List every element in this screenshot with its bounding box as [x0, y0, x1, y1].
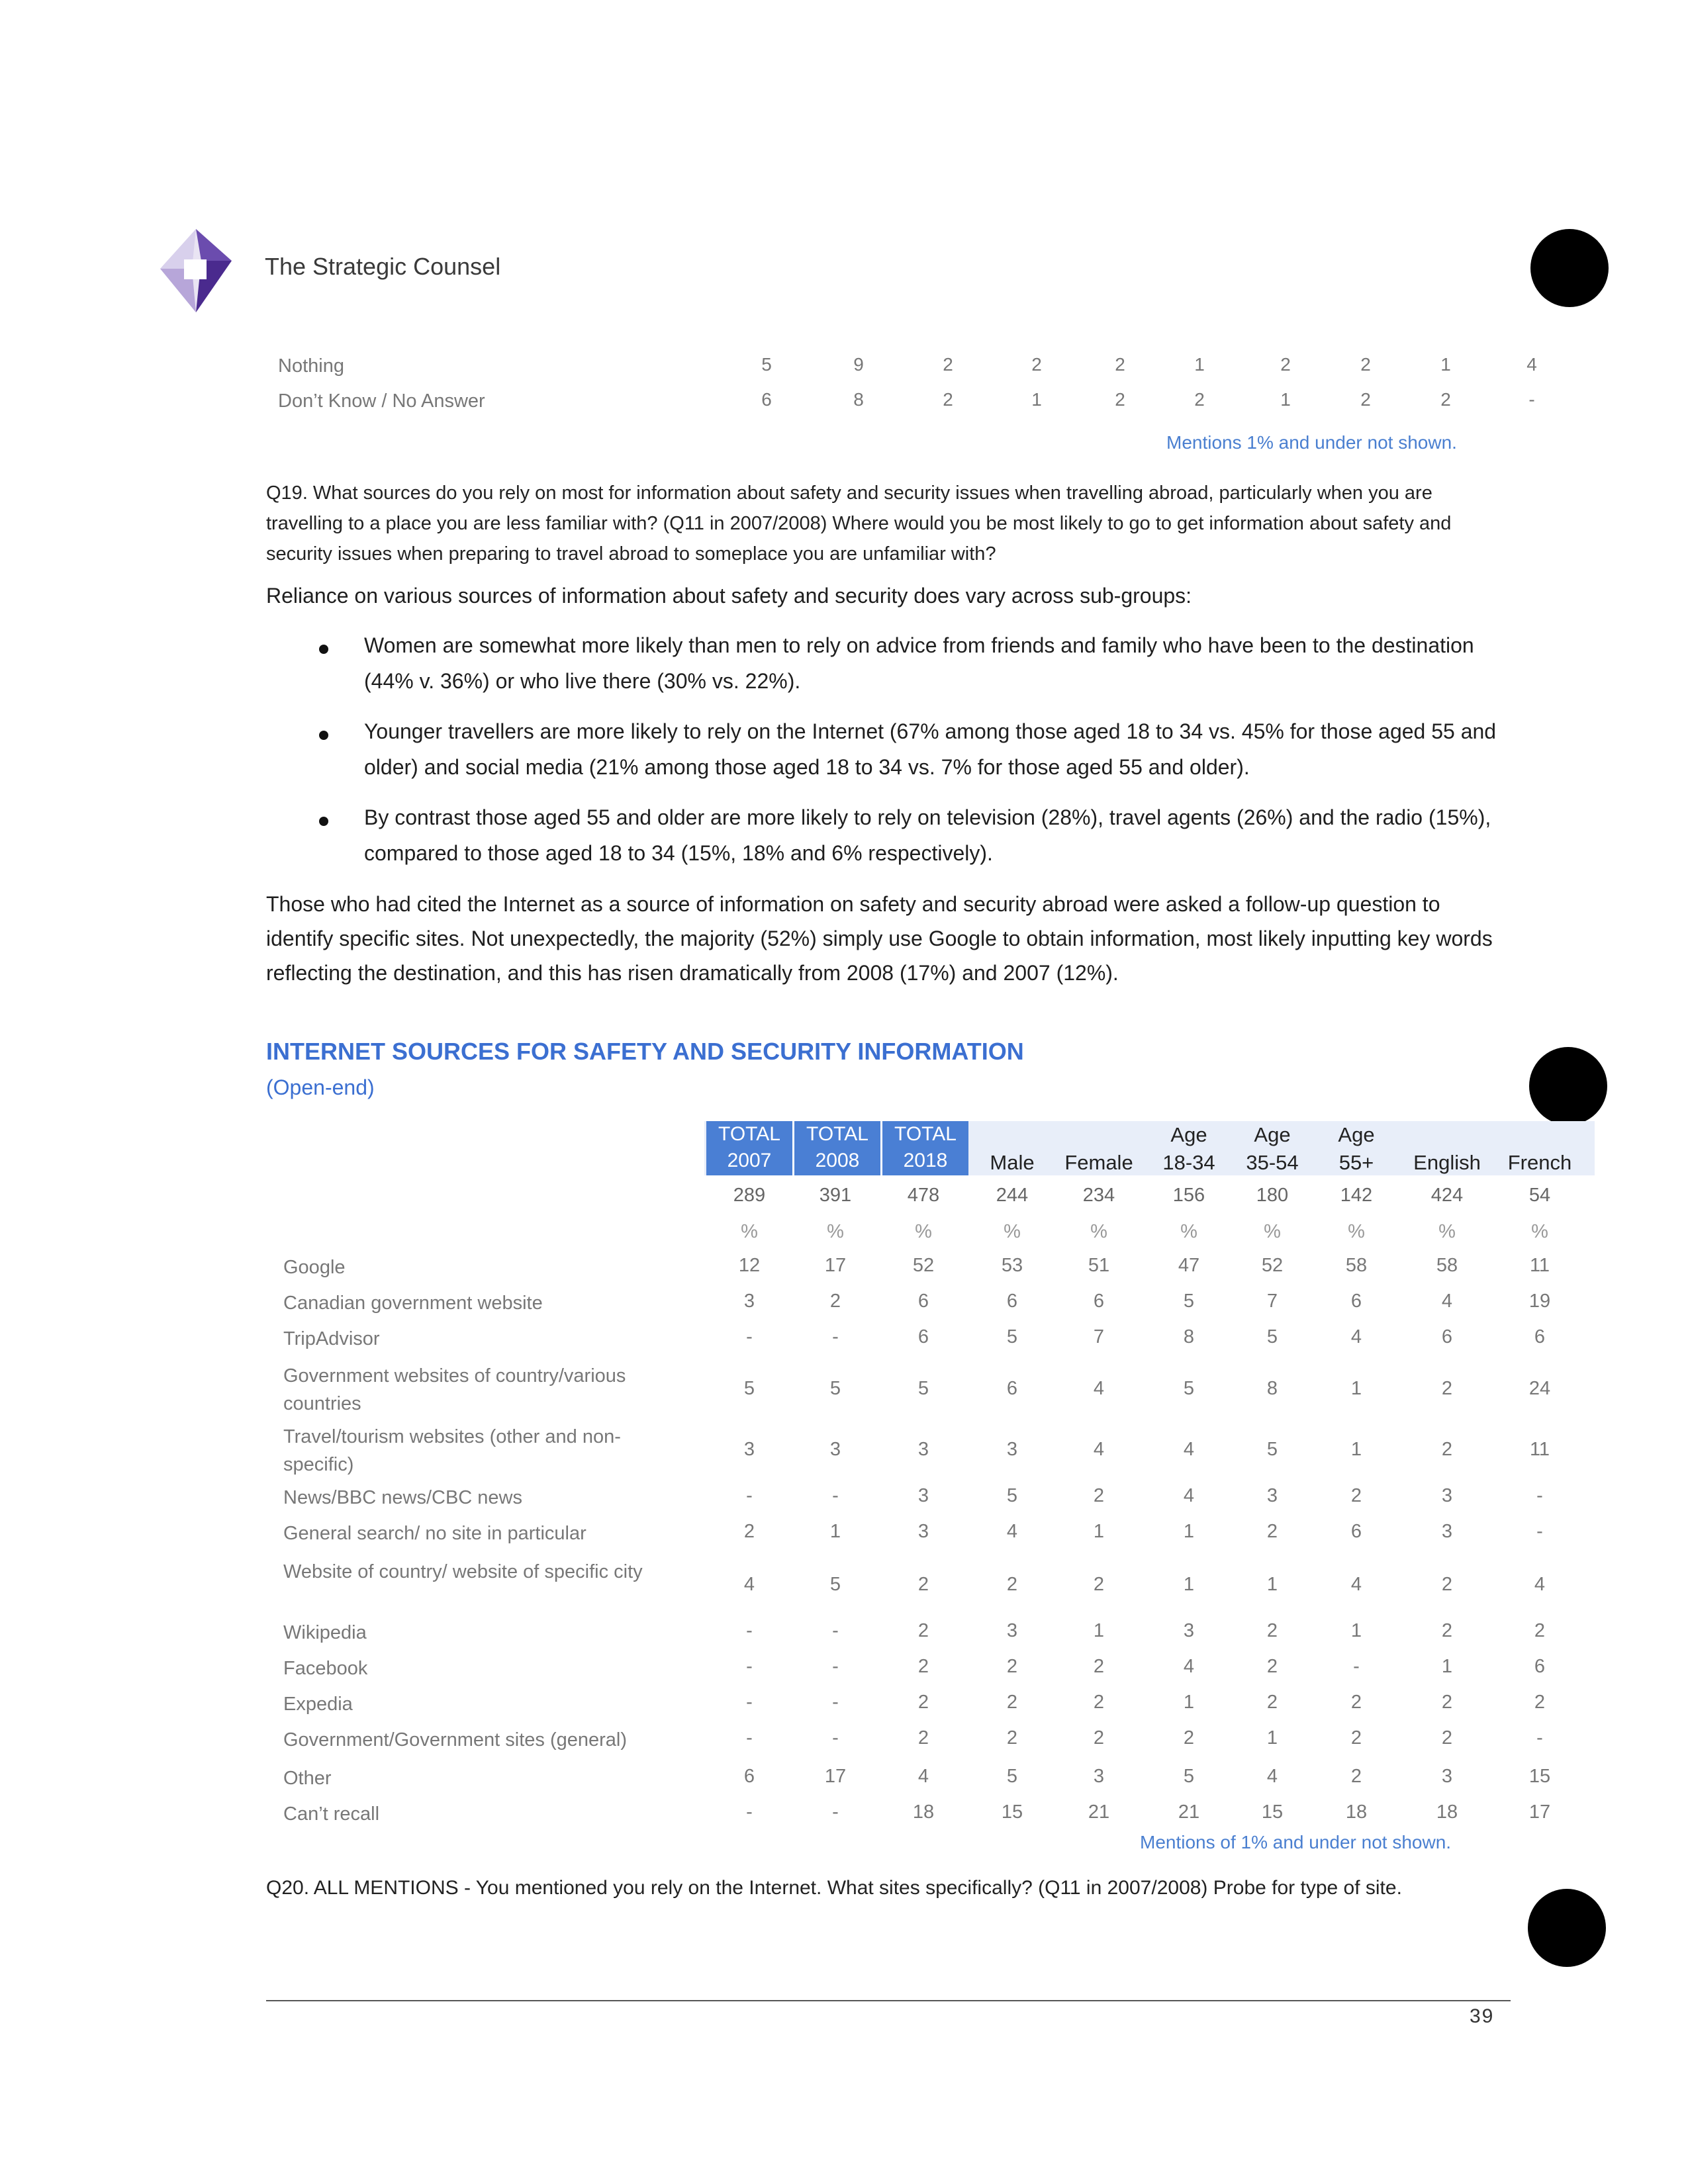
percent-sign: % — [915, 1221, 932, 1242]
bullet-item: Younger travellers are more likely to rely on the Internet (67% among those aged 18 to 34 vs. 45% for those aged 55 and older) and social media (21% among those aged 18 to 34 vs. 7% for those aged 55 and older). — [364, 719, 1497, 779]
table-cell: 3 — [917, 1439, 929, 1460]
table-cell: - — [832, 1656, 839, 1677]
table-cell: 3 — [829, 1439, 841, 1460]
top-row-value: 1 — [1440, 354, 1451, 375]
table-cell: 6 — [917, 1326, 929, 1347]
table-cell: - — [832, 1620, 839, 1641]
table-cell: - — [832, 1485, 839, 1506]
table-cell: 2 — [1093, 1574, 1105, 1595]
table-row-label: Other — [283, 1768, 332, 1789]
table-cell: 5 — [1006, 1326, 1018, 1347]
percent-sign: % — [1348, 1221, 1365, 1242]
table-cell: 2 — [1006, 1727, 1018, 1749]
table-cell: 6 — [1534, 1326, 1546, 1347]
header-line: 2007 — [727, 1150, 772, 1171]
column-header-line1: Age — [1170, 1123, 1207, 1146]
table-cell: 5 — [917, 1378, 929, 1399]
table-cell: 5 — [1006, 1766, 1018, 1787]
column-header-line1: Age — [1338, 1123, 1375, 1146]
top-row-value: 1 — [1031, 389, 1042, 410]
table-cell: 6 — [1006, 1291, 1018, 1312]
table-cell: - — [832, 1326, 839, 1347]
table-cell: 18 — [1436, 1801, 1458, 1823]
table-cell: 18 — [1345, 1801, 1368, 1823]
table-cell: 3 — [743, 1291, 755, 1312]
table-row-label: Can’t recall — [283, 1803, 380, 1825]
table-cell: 1 — [829, 1521, 841, 1542]
table-cell: 2 — [917, 1574, 929, 1595]
table-cell: 7 — [1266, 1291, 1278, 1312]
table-cell: 17 — [824, 1766, 847, 1787]
top-row-value: 2 — [1115, 389, 1125, 410]
table-cell: 3 — [1441, 1485, 1453, 1506]
table-cell: 4 — [1093, 1439, 1105, 1460]
table-cell: 2 — [1006, 1692, 1018, 1713]
total-column-header — [706, 1121, 792, 1175]
table-cell: 2 — [917, 1727, 929, 1749]
percent-sign: % — [827, 1221, 844, 1242]
bullet-dot — [319, 731, 328, 740]
table-cell: 5 — [1006, 1485, 1018, 1506]
table-cell: 2 — [1006, 1656, 1018, 1677]
table-row-label: Facebook — [283, 1658, 368, 1679]
table-cell: - — [1536, 1727, 1543, 1749]
table-cell: 4 — [917, 1766, 929, 1787]
table-cell: 24 — [1528, 1378, 1551, 1399]
table-cell: 2 — [917, 1620, 929, 1641]
table-row-label: Wikipedia — [283, 1622, 367, 1643]
percent-sign: % — [1531, 1221, 1548, 1242]
followup-paragraph: Those who had cited the Internet as a source of information on safety and security abroad were asked a follow-up question to identify specific sites. Not unexpectedly, the majority (52%) simply use Google to obtain information, most likely inputting key words reflecting the destination, and this has risen dramatically from 2008 (17%) and 2007 (12%). — [266, 892, 1493, 985]
table-cell: 21 — [1088, 1801, 1110, 1823]
table-cell: 15 — [1261, 1801, 1284, 1823]
table-cell: 5 — [829, 1378, 841, 1399]
table-cell: 3 — [917, 1485, 929, 1506]
table-cell: 2 — [1350, 1766, 1362, 1787]
top-row-label: Nothing — [278, 355, 344, 377]
table-cell: 15 — [1001, 1801, 1023, 1823]
table-cell: 2 — [1534, 1620, 1546, 1641]
table-cell: 2 — [1266, 1692, 1278, 1713]
top-row-value: 2 — [1031, 354, 1042, 375]
table-cell: 6 — [1350, 1291, 1362, 1312]
table-cell: 1 — [1350, 1620, 1362, 1641]
top-row-value: 2 — [1440, 389, 1451, 410]
base-value: 478 — [907, 1185, 940, 1206]
header-line: 2018 — [903, 1150, 948, 1171]
table-cell: 2 — [1093, 1485, 1105, 1506]
table-cell: 4 — [1183, 1439, 1195, 1460]
top-row-value: 2 — [1115, 354, 1125, 375]
table-cell: 6 — [1350, 1521, 1362, 1542]
table-cell: 2 — [1441, 1378, 1453, 1399]
base-value: 424 — [1430, 1185, 1464, 1206]
top-row-value: 1 — [1194, 354, 1205, 375]
table-cell: 1 — [1093, 1620, 1105, 1641]
table-cell: 17 — [824, 1255, 847, 1276]
percent-sign: % — [1180, 1221, 1197, 1242]
column-header-line2: English — [1413, 1151, 1481, 1174]
table-cell: 7 — [1093, 1326, 1105, 1347]
table-cell: 1 — [1266, 1574, 1278, 1595]
bullet-dot — [319, 817, 328, 826]
table-cell: 6 — [743, 1766, 755, 1787]
table-cell: 5 — [1183, 1766, 1195, 1787]
table-cell: 11 — [1529, 1439, 1550, 1460]
table-cell: 1 — [1183, 1574, 1195, 1595]
table-cell: 2 — [1266, 1521, 1278, 1542]
footer-rule — [266, 2000, 1511, 2001]
table-cell: 6 — [1534, 1656, 1546, 1677]
table-cell: 52 — [1261, 1255, 1284, 1276]
table-cell: 2 — [1534, 1692, 1546, 1713]
table-row-label: Travel/tourism websites (other and non-specific) — [283, 1426, 621, 1475]
top-row-value: 5 — [761, 354, 772, 375]
table-cell: 51 — [1088, 1255, 1110, 1276]
table-cell: 2 — [1441, 1727, 1453, 1749]
table-cell: 2 — [1266, 1656, 1278, 1677]
percent-sign: % — [1438, 1221, 1456, 1242]
column-header-line2: Male — [990, 1151, 1035, 1174]
table-cell: 5 — [1183, 1378, 1195, 1399]
table-cell: 2 — [1441, 1439, 1453, 1460]
top-row-value: 2 — [1360, 389, 1371, 410]
table-row-label: Expedia — [283, 1694, 353, 1715]
table-cell: 3 — [1093, 1766, 1105, 1787]
table-cell: 4 — [1006, 1521, 1018, 1542]
table-row-label: TripAdvisor — [283, 1328, 380, 1349]
table-cell: 2 — [829, 1291, 841, 1312]
top-row-value: 4 — [1526, 354, 1537, 375]
table-cell: 2 — [1093, 1692, 1105, 1713]
table-row-label: News/BBC news/CBC news — [283, 1487, 522, 1508]
table-cell: - — [746, 1801, 753, 1823]
table-cell: 2 — [917, 1656, 929, 1677]
table-cell: 3 — [917, 1521, 929, 1542]
table-cell: 21 — [1178, 1801, 1200, 1823]
table-cell: 2 — [1441, 1574, 1453, 1595]
intro-paragraph: Reliance on various sources of information about safety and security does vary across sub-groups: — [266, 584, 1192, 608]
column-header-line2: 18-34 — [1162, 1151, 1215, 1174]
top-row-value: 2 — [943, 354, 953, 375]
table-cell: 6 — [1093, 1291, 1105, 1312]
question-q20: Q20. ALL MENTIONS - You mentioned you rely on the Internet. What sites specifically? (Q11 in 2007/2008) Probe for type of site. — [266, 1877, 1402, 1899]
table-cell: 1 — [1266, 1727, 1278, 1749]
base-value: 244 — [996, 1185, 1029, 1206]
table-cell: 2 — [1350, 1692, 1362, 1713]
top-row-value: 2 — [1194, 389, 1205, 410]
table-cell: - — [1536, 1485, 1543, 1506]
table-cell: 2 — [1093, 1727, 1105, 1749]
table-cell: 5 — [743, 1378, 755, 1399]
table-cell: 3 — [1006, 1439, 1018, 1460]
table-cell: 4 — [1183, 1485, 1195, 1506]
bullet-dot — [319, 645, 328, 654]
top-row-value: - — [1528, 389, 1535, 410]
table-row-label: Google — [283, 1257, 346, 1278]
table-cell: 3 — [1441, 1521, 1453, 1542]
table-cell: 4 — [1183, 1656, 1195, 1677]
header-line: TOTAL — [894, 1123, 957, 1145]
table-cell: 6 — [917, 1291, 929, 1312]
base-value: 234 — [1082, 1185, 1115, 1206]
table-cell: - — [746, 1727, 753, 1749]
table-cell: 2 — [1441, 1692, 1453, 1713]
table-cell: 1 — [1183, 1692, 1195, 1713]
table-cell: - — [832, 1692, 839, 1713]
table-cell: 3 — [1183, 1620, 1195, 1641]
table-cell: 3 — [743, 1439, 755, 1460]
table-cell: 4 — [743, 1574, 755, 1595]
table-cell: 4 — [1441, 1291, 1453, 1312]
table-title: INTERNET SOURCES FOR SAFETY AND SECURITY INFORMATION — [266, 1038, 1024, 1065]
base-value: 391 — [819, 1185, 852, 1206]
column-header-line2: French — [1507, 1151, 1572, 1174]
top-table-note: Mentions 1% and under not shown. — [1166, 432, 1457, 453]
table-cell: 1 — [1350, 1439, 1362, 1460]
table-cell: 8 — [1266, 1378, 1278, 1399]
strategic-counsel-logo-icon — [158, 228, 237, 314]
table-cell: 47 — [1178, 1255, 1200, 1276]
table-cell: 52 — [912, 1255, 935, 1276]
table-cell: 1 — [1093, 1521, 1105, 1542]
table-cell: 11 — [1529, 1255, 1550, 1276]
table-cell: 15 — [1528, 1766, 1551, 1787]
table-cell: - — [832, 1727, 839, 1749]
header-line: 2008 — [815, 1150, 860, 1171]
total-column-header — [880, 1121, 968, 1175]
top-row-value: 6 — [761, 389, 772, 410]
punch-hole — [1530, 229, 1609, 307]
table-row-label: Government/Government sites (general) — [283, 1729, 627, 1751]
table-cell: 4 — [1266, 1766, 1278, 1787]
table-cell: 5 — [1183, 1291, 1195, 1312]
base-value: 142 — [1340, 1185, 1373, 1206]
table-cell: 19 — [1528, 1291, 1551, 1312]
top-row-value: 9 — [853, 354, 864, 375]
table-cell: 18 — [912, 1801, 935, 1823]
table-cell: - — [832, 1801, 839, 1823]
table-subtitle: (Open-end) — [266, 1075, 375, 1099]
table-cell: - — [746, 1326, 753, 1347]
column-header-line2: Female — [1064, 1151, 1133, 1174]
table-cell: 3 — [1006, 1620, 1018, 1641]
top-row-value: 8 — [853, 389, 864, 410]
column-header-line2: 55+ — [1338, 1151, 1374, 1174]
column-header-line1: Age — [1254, 1123, 1291, 1146]
bullet-item: By contrast those aged 55 and older are more likely to rely on television (28%), travel agents (26%) and the radio (15%), compared to those aged 18 to 34 (15%, 18% and 6% respectively). — [364, 805, 1491, 865]
table-cell: 2 — [1350, 1485, 1362, 1506]
table-cell: 17 — [1528, 1801, 1551, 1823]
page-number: 39 — [1470, 2005, 1495, 2027]
table-cell: 2 — [1266, 1620, 1278, 1641]
base-value: 156 — [1172, 1185, 1205, 1206]
table-row-label: Website of country/ website of specific city — [283, 1561, 643, 1582]
table-cell: 2 — [1350, 1727, 1362, 1749]
table-cell: 5 — [1266, 1326, 1278, 1347]
table-cell: 2 — [1093, 1656, 1105, 1677]
table-row-label: General search/ no site in particular — [283, 1523, 586, 1544]
punch-hole — [1529, 1047, 1607, 1125]
table-cell: - — [746, 1620, 753, 1641]
top-row-value: 2 — [1280, 354, 1291, 375]
table-cell: 1 — [1183, 1521, 1195, 1542]
table-cell: 2 — [743, 1521, 755, 1542]
top-row-label: Don’t Know / No Answer — [278, 390, 485, 412]
table-cell: 58 — [1436, 1255, 1458, 1276]
question-q19: Q19. What sources do you rely on most for information about safety and security issues when travelling abroad, particularly when you are travelling to a place you are less familiar with? (Q11 in 2007/2008) Where would you be most likely to go to get information about safety and security issues when preparing to travel abroad to someplace you are unfamiliar with? — [266, 482, 1452, 565]
percent-sign: % — [1090, 1221, 1107, 1242]
percent-sign: % — [1004, 1221, 1021, 1242]
table-cell: 4 — [1350, 1326, 1362, 1347]
table-cell: - — [1536, 1521, 1543, 1542]
table-cell: - — [1353, 1656, 1360, 1677]
bullet-item: Women are somewhat more likely than men to rely on advice from friends and family who have been to the destination (44% v. 36%) or who live there (30% vs. 22%). — [364, 633, 1474, 693]
table-cell: 4 — [1093, 1378, 1105, 1399]
column-header-line2: 35-54 — [1246, 1151, 1299, 1174]
table-cell: 12 — [738, 1255, 761, 1276]
top-row-value: 2 — [943, 389, 953, 410]
top-row-value: 2 — [1360, 354, 1371, 375]
header-line: TOTAL — [718, 1123, 780, 1145]
top-row-value: 1 — [1280, 389, 1291, 410]
table-cell: - — [746, 1485, 753, 1506]
table-cell: 53 — [1001, 1255, 1023, 1276]
table-cell: 58 — [1345, 1255, 1368, 1276]
table-cell: 2 — [1441, 1620, 1453, 1641]
table-cell: 1 — [1441, 1656, 1453, 1677]
base-value: 180 — [1256, 1185, 1289, 1206]
table-cell: - — [746, 1692, 753, 1713]
table-cell: 6 — [1441, 1326, 1453, 1347]
total-column-header — [792, 1121, 880, 1175]
table-cell: 6 — [1006, 1378, 1018, 1399]
base-value: 54 — [1528, 1185, 1551, 1206]
table-cell: 4 — [1350, 1574, 1362, 1595]
table-cell: 8 — [1183, 1326, 1195, 1347]
table-cell: 3 — [1266, 1485, 1278, 1506]
percent-sign: % — [741, 1221, 758, 1242]
table-cell: 4 — [1534, 1574, 1546, 1595]
percent-sign: % — [1264, 1221, 1281, 1242]
table-cell: 3 — [1441, 1766, 1453, 1787]
table-cell: 5 — [829, 1574, 841, 1595]
table-cell: 5 — [1266, 1439, 1278, 1460]
table-cell: 2 — [917, 1692, 929, 1713]
table-cell: - — [746, 1656, 753, 1677]
table-row-label: Government websites of country/various countries — [283, 1365, 626, 1414]
brand-name: The Strategic Counsel — [265, 253, 501, 280]
table-note: Mentions of 1% and under not shown. — [1140, 1832, 1452, 1852]
table-cell: 1 — [1350, 1378, 1362, 1399]
table-cell: 2 — [1006, 1574, 1018, 1595]
table-row-label: Canadian government website — [283, 1293, 543, 1314]
table-cell: 2 — [1183, 1727, 1195, 1749]
base-value: 289 — [733, 1185, 766, 1206]
punch-hole — [1528, 1889, 1606, 1967]
header-line: TOTAL — [806, 1123, 868, 1145]
